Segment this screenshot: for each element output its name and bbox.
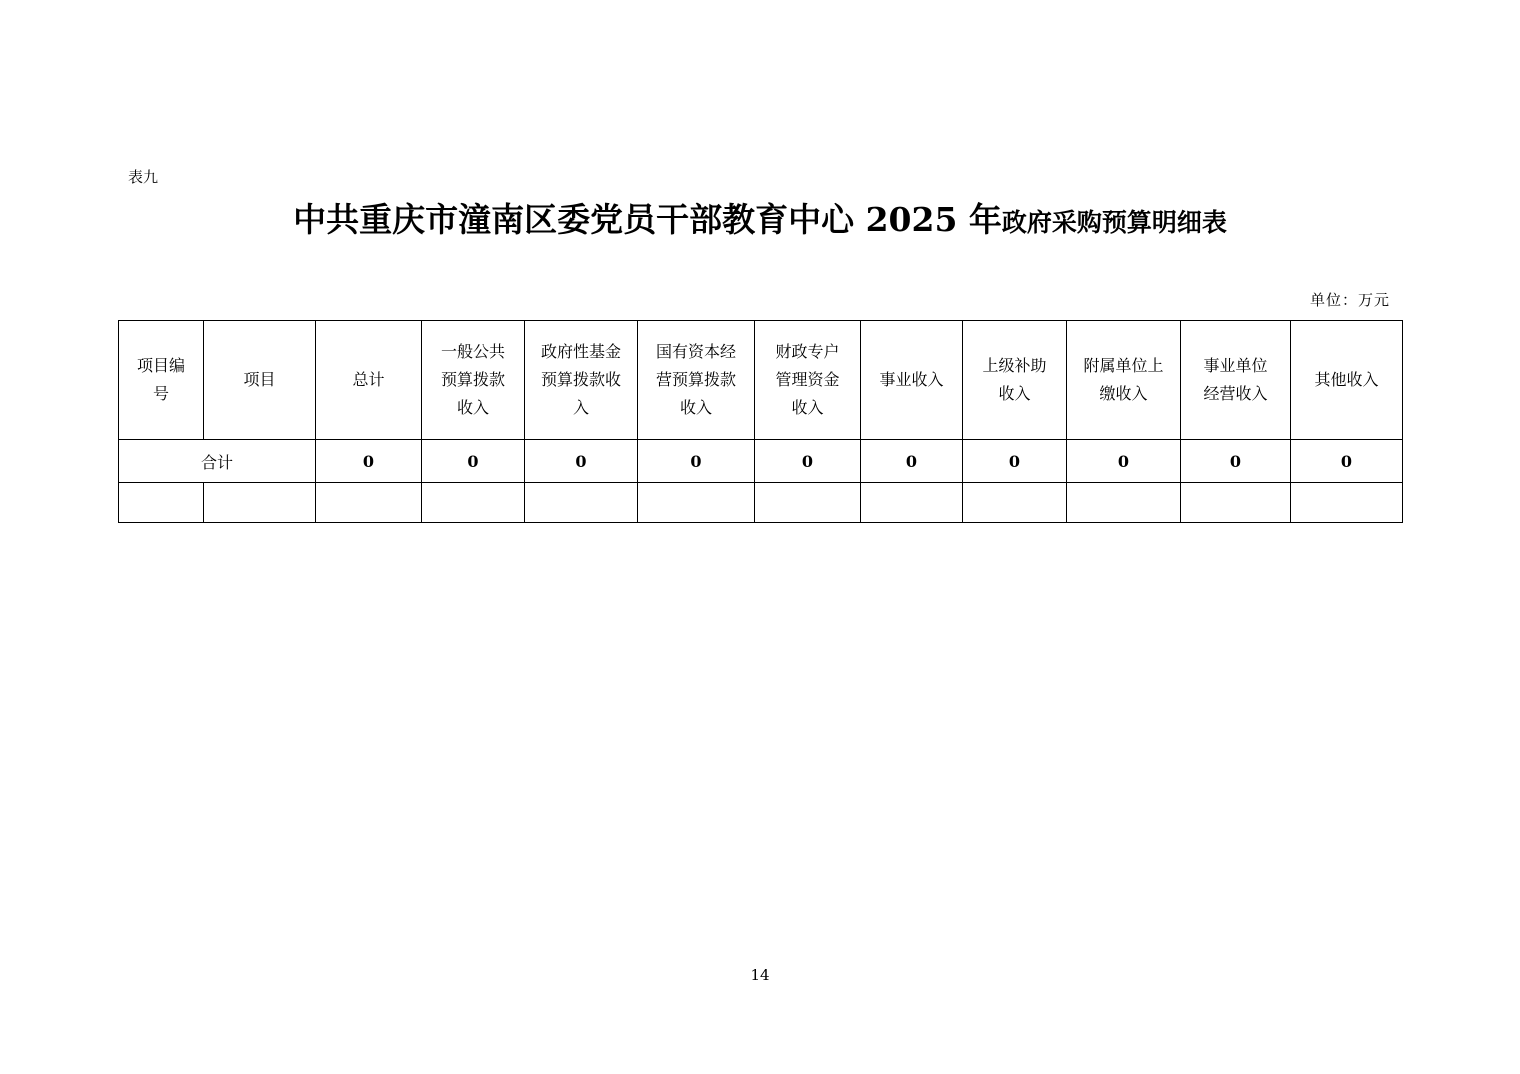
header-cell <box>1291 321 1403 440</box>
header-cell <box>525 321 638 440</box>
total-value-cell: 0 <box>638 440 755 483</box>
header-cell <box>963 321 1067 440</box>
header-cell <box>861 321 963 440</box>
header-text: 附属单位上 <box>1083 356 1164 375</box>
total-value-cell: 0 <box>1181 440 1291 483</box>
empty-cell <box>1181 483 1291 523</box>
header-cell <box>204 321 316 440</box>
header-cell <box>755 321 861 440</box>
header-text: 经营收入 <box>1203 384 1268 403</box>
empty-cell <box>638 483 755 523</box>
unit-label: 单位：万元 <box>1309 291 1390 309</box>
header-cell <box>119 321 204 440</box>
empty-cell <box>525 483 638 523</box>
header-text: 项目编 <box>136 356 185 375</box>
header-text: 项目 <box>243 370 276 389</box>
total-value-cell: 0 <box>316 440 422 483</box>
header-text: 收入 <box>998 384 1031 403</box>
header-text: 营预算拨款 <box>655 370 736 389</box>
header-text: 政府性基金 <box>540 342 621 361</box>
header-text: 预算拨款收 <box>540 370 621 389</box>
header-text: 上级补助 <box>982 356 1047 375</box>
header-text: 事业收入 <box>879 370 944 389</box>
page-title-tail: 政府采购预算明细表 <box>1001 208 1227 237</box>
total-value-cell: 0 <box>1067 440 1181 483</box>
empty-cell <box>1067 483 1181 523</box>
header-cell <box>422 321 525 440</box>
total-row <box>119 440 1403 483</box>
header-text: 缴收入 <box>1099 384 1148 403</box>
header-text: 一般公共 <box>440 342 505 361</box>
header-text: 其他收入 <box>1314 370 1379 389</box>
procurement-budget-table <box>118 320 1403 523</box>
header-text: 入 <box>572 398 589 417</box>
page-title-main: 中共重庆市潼南区委党员干部教育中心 2025 年 <box>293 200 1002 239</box>
header-text: 收入 <box>679 398 712 417</box>
empty-cell <box>316 483 422 523</box>
total-value-cell: 0 <box>525 440 638 483</box>
empty-cell <box>119 483 204 523</box>
header-text: 预算拨款 <box>440 370 505 389</box>
total-value-cell: 0 <box>1291 440 1403 483</box>
empty-cell <box>1291 483 1403 523</box>
page-title <box>0 198 1520 248</box>
header-text: 号 <box>152 384 169 403</box>
table-number-label: 表九 <box>128 168 159 186</box>
empty-cell <box>204 483 316 523</box>
header-text: 收入 <box>456 398 489 417</box>
total-label-cell: 合计 <box>119 440 316 483</box>
header-text: 财政专户 <box>775 342 840 361</box>
header-text: 总计 <box>352 370 385 389</box>
header-cell <box>1067 321 1181 440</box>
total-value-cell: 0 <box>861 440 963 483</box>
header-text: 管理资金 <box>775 370 840 389</box>
header-text: 事业单位 <box>1203 356 1268 375</box>
empty-cell <box>861 483 963 523</box>
empty-cell <box>755 483 861 523</box>
header-cell <box>1181 321 1291 440</box>
header-text: 收入 <box>791 398 824 417</box>
empty-row <box>119 483 1403 523</box>
header-row <box>119 321 1403 440</box>
header-cell <box>638 321 755 440</box>
empty-cell <box>422 483 525 523</box>
total-value-cell: 0 <box>963 440 1067 483</box>
total-value-cell: 0 <box>755 440 861 483</box>
header-text: 国有资本经 <box>655 342 736 361</box>
page-number: 14 <box>750 966 770 984</box>
empty-cell <box>963 483 1067 523</box>
header-cell <box>316 321 422 440</box>
total-value-cell: 0 <box>422 440 525 483</box>
